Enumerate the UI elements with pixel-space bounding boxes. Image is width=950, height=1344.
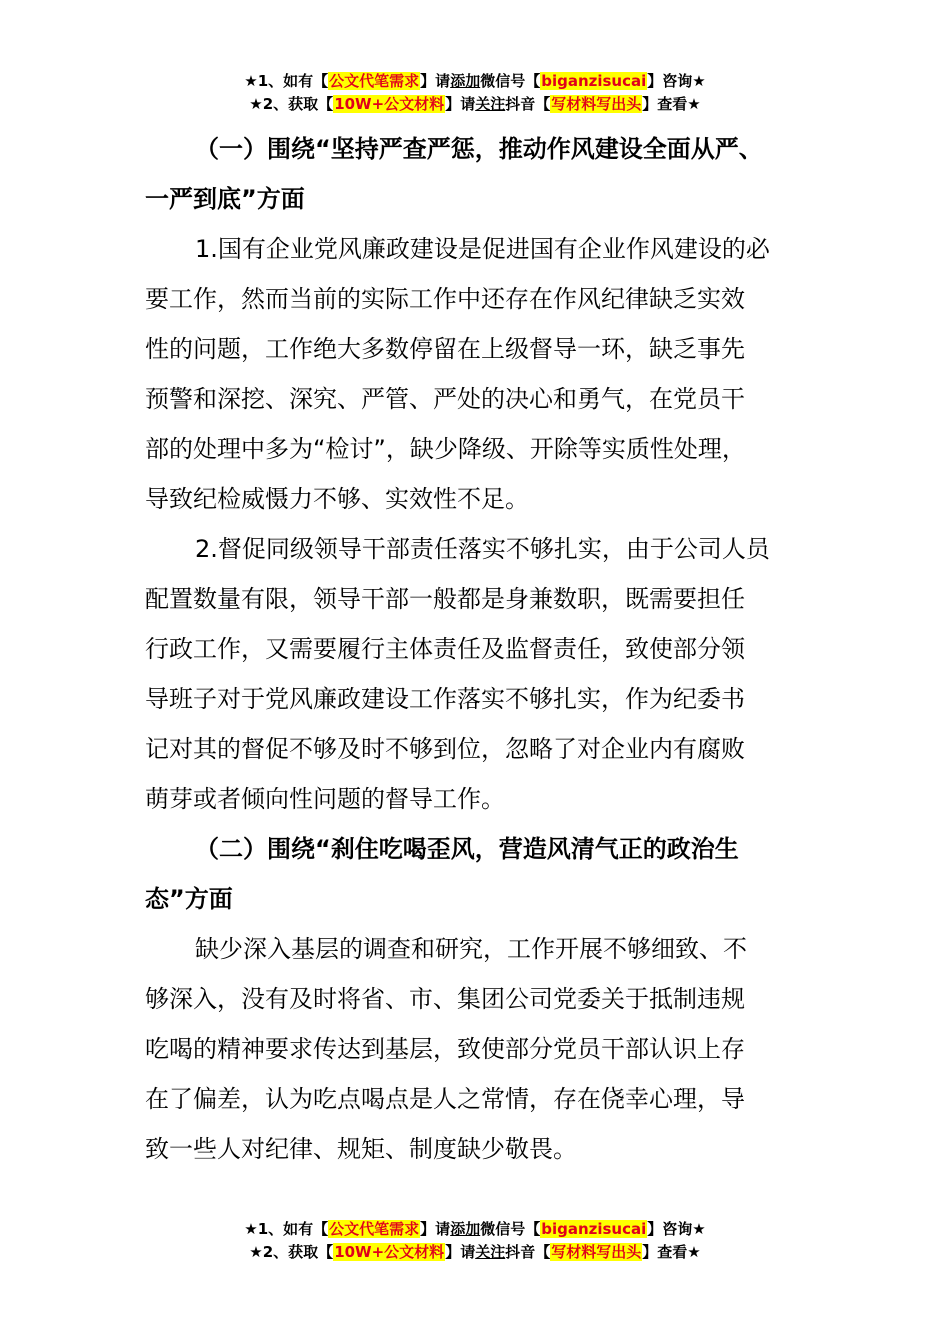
banner-line-2: ★2、获取【10W+公文材料】请关注抖音【写材料写出头】查看★	[249, 95, 701, 113]
bottom-banner	[0, 1218, 950, 1264]
banner-line-1: ★1、如有【公文代笔需求】请添加微信号【biganzisucai】咨询★	[244, 72, 706, 90]
section-heading-1: （一）围绕“坚持严查严惩，推动作风建设全面从严、 一严到底”方面	[145, 135, 763, 213]
banner-line-2: ★2、获取【10W+公文材料】请关注抖音【写材料写出头】查看★	[249, 1243, 701, 1261]
paragraph-1-2: 2.督促同级领导干部责任落实不够扎实，由于公司人员 配置数量有限，领导干部一般都是身兼数职，既需要担任 行政工作，又需要履行主体责任及监督责任，致使部分领 导班子对于党风廉政建设工作落实不够扎实，作为纪委书 记对其的督促不够及时不够到位，忽略了对企业内有腐败 萌芽或者倾向性问题的督导工作。	[145, 535, 770, 813]
highlight-ghostwriting: 公文代笔需求	[329, 1220, 420, 1238]
top-banner	[0, 70, 950, 116]
highlight-douyin: 写材料写出头	[551, 95, 642, 113]
highlight-materials: 10W+公文材料	[334, 95, 445, 113]
highlight-ghostwriting: 公文代笔需求	[329, 72, 420, 90]
highlight-wechat-id: biganzisucai	[541, 1220, 647, 1238]
section-heading-2: （二）围绕“刹住吃喝歪风，营造风清气正的政治生 态”方面	[145, 835, 739, 913]
highlight-materials: 10W+公文材料	[334, 1243, 445, 1261]
banner-line-1: ★1、如有【公文代笔需求】请添加微信号【biganzisucai】咨询★	[244, 1220, 706, 1238]
document-body	[145, 124, 810, 1174]
highlight-wechat-id: biganzisucai	[541, 72, 647, 90]
highlight-douyin: 写材料写出头	[551, 1243, 642, 1261]
paragraph-2-1: 缺少深入基层的调查和研究，工作开展不够细致、不 够深入，没有及时将省、市、集团公司党委关于抵制违规 吃喝的精神要求传达到基层，致使部分党员干部认识上存 在了偏差，认为吃点喝点是人之常情，存在侥幸心理，导 致一些人对纪律、规矩、制度缺少敬畏。	[145, 935, 747, 1163]
paragraph-1-1: 1.国有企业党风廉政建设是促进国有企业作风建设的必 要工作，然而当前的实际工作中还存在作风纪律缺乏实效 性的问题，工作绝大多数停留在上级督导一环，缺乏事先 预警和深挖、深究、严管、严处的决心和勇气，在党员干 部的处理中多为“检讨”，缺少降级、开除等实质性处理， 导致纪检威慑力不够、实效性不足。	[145, 235, 770, 513]
